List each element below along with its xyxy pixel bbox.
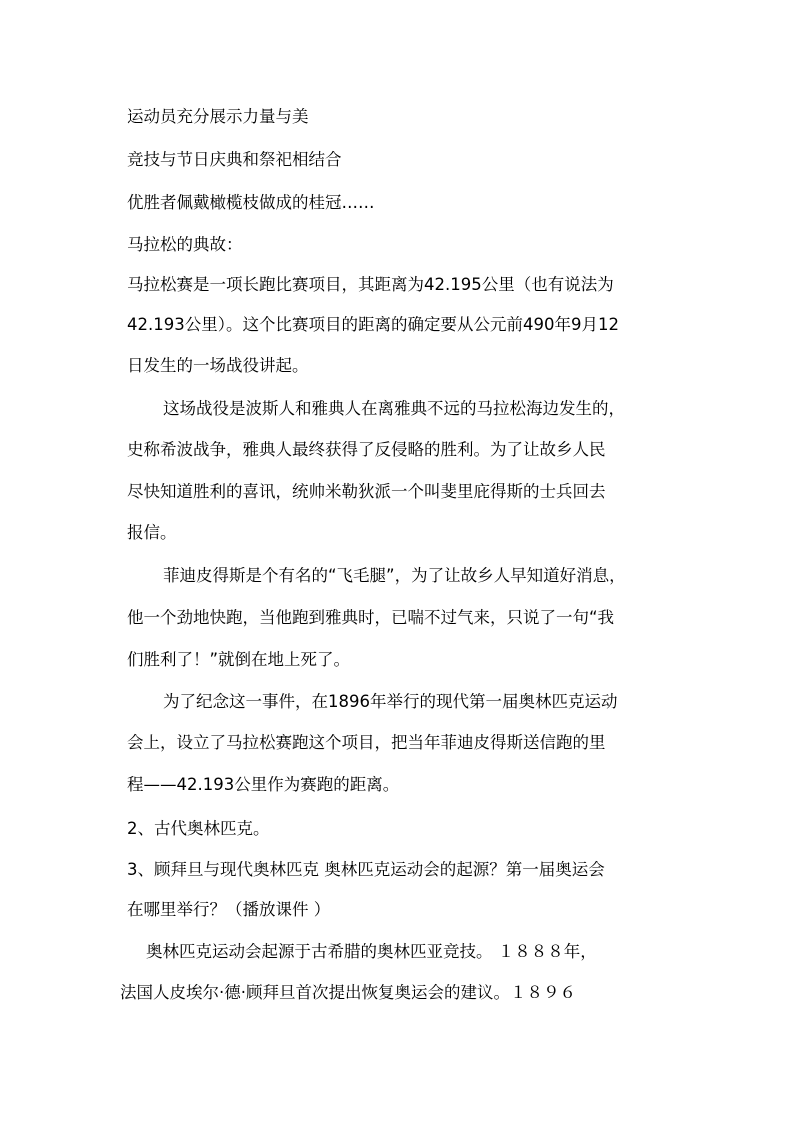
text-line: 会上，设立了马拉松赛跑这个项目，把当年菲迪皮得斯送信跑的里 bbox=[127, 733, 606, 752]
text-line: 3、顾拜旦与现代奥林匹克 奥林匹克运动会的起源？第一届奥运会 bbox=[127, 860, 605, 879]
text-line: 菲迪皮得斯是个有名的“飞毛腿”，为了让故乡人早知道好消息， bbox=[163, 566, 626, 585]
text-line: 2、古代奥林匹克。 bbox=[127, 819, 270, 838]
text-line: 优胜者佩戴橄榄枝做成的桂冠…… bbox=[127, 193, 375, 212]
text-line: 42.193公里）。这个比赛项目的距离的确定要从公元前490年9月12 bbox=[127, 315, 619, 334]
text-line: 日发生的一场战役讲起。 bbox=[127, 356, 309, 375]
text-line: 竞技与节日庆典和祭祀相结合 bbox=[127, 150, 342, 169]
text-line: 这场战役是波斯人和雅典人在离雅典不远的马拉松海边发生的， bbox=[163, 399, 625, 418]
text-line: 史称希波战争，雅典人最终获得了反侵略的胜利。为了让故乡人民 bbox=[127, 440, 606, 459]
text-line: 运动员充分展示力量与美 bbox=[127, 107, 309, 126]
text-line: 他一个劲地快跑，当他跑到雅典时，已喘不过气来，只说了一句“我 bbox=[127, 608, 615, 627]
text-line: 报信。 bbox=[127, 523, 177, 542]
text-line: 为了纪念这一事件，在1896年举行的现代第一届奥林匹克运动 bbox=[163, 692, 618, 711]
text-line: 奥林匹克运动会起源于古希腊的奥林匹亚竞技。 １８８８年， bbox=[146, 942, 597, 961]
text-line: 们胜利了！”就倒在地上死了。 bbox=[127, 650, 351, 669]
text-line: 尽快知道胜利的喜讯，统帅米勒狄派一个叫斐里庇得斯的士兵回去 bbox=[127, 482, 606, 501]
text-line: 程——42.193公里作为赛跑的距离。 bbox=[127, 775, 400, 794]
text-line: 法国人皮埃尔·德·顾拜旦首次提出恢复奥运会的建议。１８９６ bbox=[120, 983, 576, 1002]
section-heading: 马拉松的典故： bbox=[127, 235, 243, 254]
text-line: 在哪里举行？（播放课件 ） bbox=[127, 900, 331, 919]
text-line: 马拉松赛是一项长跑比赛项目，其距离为42.195公里（也有说法为 bbox=[127, 275, 614, 294]
